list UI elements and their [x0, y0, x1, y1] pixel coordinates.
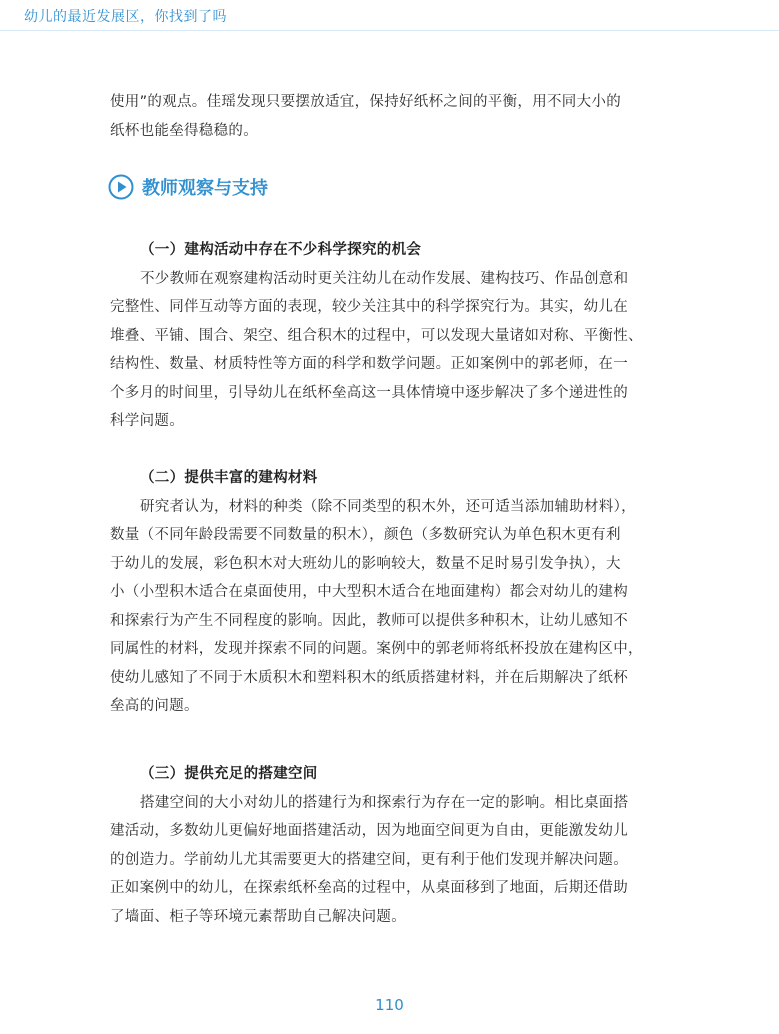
- text-line: 了墙面、柜子等环境元素帮助自己解决问题。: [110, 908, 406, 925]
- text-line: 纸杯也能垒得稳稳的。: [110, 122, 258, 139]
- text-line: 小（小型积木适合在桌面使用，中大型积木适合在地面建构）都会对幼儿的建构: [110, 584, 628, 600]
- subsection-heading: （二）提供丰富的建构材料: [140, 470, 318, 486]
- text-line: 建活动，多数幼儿更偏好地面搭建活动，因为地面空间更为自由，更能激发幼儿: [110, 823, 628, 839]
- text-line: 研究者认为，材料的种类（除不同类型的积木外，还可适当添加辅助材料），: [140, 498, 636, 515]
- page-number: 110: [375, 996, 404, 1014]
- section-title: 教师观察与支持: [142, 178, 268, 199]
- subsection-3: [110, 760, 695, 931]
- text-line: 科学问题。: [110, 413, 184, 429]
- text-line: 同属性的材料，发现并探索不同的问题。案例中的郭老师将纸杯投放在建构区中，: [110, 641, 643, 657]
- text-line: 不少教师在观察建构活动时更关注幼儿在动作发展、建构技巧、作品创意和: [140, 270, 629, 287]
- text-line: 数量（不同年龄段需要不同数量的积木），颜色（多数研究认为单色积木更有利: [110, 527, 621, 543]
- subsection-2: [110, 464, 695, 721]
- text-line: 搭建空间的大小对幼儿的搭建行为和探索行为存在一定的影响。相比桌面搭: [140, 794, 629, 811]
- text-line: 使用”的观点。佳瑶发现只要摆放适宜，保持好纸杯之间的平衡，用不同大小的: [110, 94, 622, 110]
- text-line: 堆叠、平铺、围合、架空、组合积木的过程中，可以发现大量诸如对称、平衡性、: [110, 327, 643, 344]
- subsection-heading: （一）建构活动中存在不少科学探究的机会: [140, 242, 422, 258]
- text-line: 结构性、数量、材质特性等方面的科学和数学问题。正如案例中的郭老师，在一: [110, 356, 628, 372]
- intro-paragraph: [110, 88, 695, 145]
- running-header: 幼儿的最近发展区，你找到了吗: [24, 9, 227, 25]
- play-circle-icon: [108, 174, 134, 200]
- text-line: 于幼儿的发展，彩色积木对大班幼儿的影响较大，数量不足时易引发争执），大: [110, 555, 621, 572]
- subsection-1: [110, 236, 695, 436]
- text-line: 使幼儿感知了不同于木质积木和塑料积木的纸质搭建材料，并在后期解决了纸杯: [110, 669, 628, 686]
- text-line: 和探索行为产生不同程度的影响。因此，教师可以提供多种积木，让幼儿感知不: [110, 612, 628, 629]
- section-heading: [108, 174, 268, 200]
- text-line: 完整性、同伴互动等方面的表现，较少关注其中的科学探究行为。其实，幼儿在: [110, 299, 628, 315]
- text-line: 个多月的时间里，引导幼儿在纸杯垒高这一具体情境中逐步解决了多个递进性的: [110, 384, 628, 401]
- header-divider: [0, 30, 779, 31]
- text-line: 正如案例中的幼儿，在探索纸杯垒高的过程中，从桌面移到了地面，后期还借助: [110, 880, 628, 896]
- text-line: 的创造力。学前幼儿尤其需要更大的搭建空间，更有利于他们发现并解决问题。: [110, 851, 628, 868]
- text-line: 垒高的问题。: [110, 698, 199, 714]
- subsection-heading: （三）提供充足的搭建空间: [140, 766, 318, 782]
